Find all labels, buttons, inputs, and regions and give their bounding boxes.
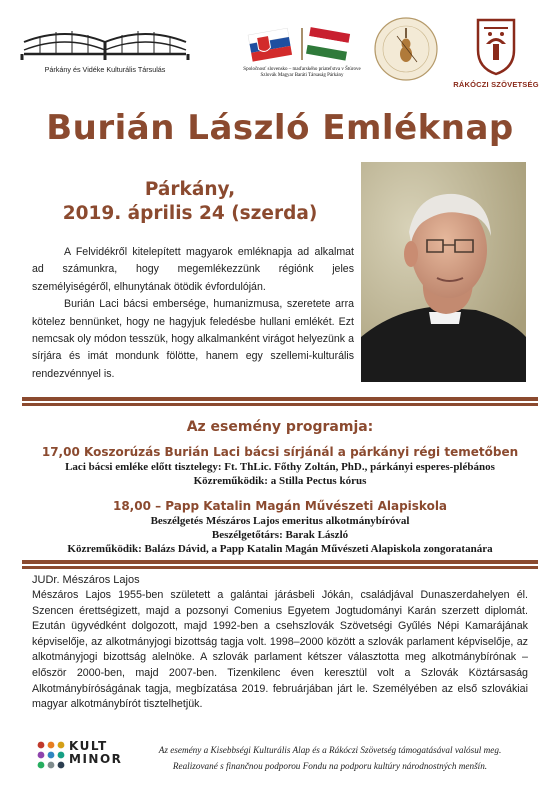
divider-band <box>22 560 538 569</box>
page-title: Burián László Emléknap <box>46 108 514 148</box>
support-sk: Realizované s finančnou podporou Fondu na podporu kultúry národnostných menšín. <box>172 761 488 771</box>
event-place-date <box>30 178 350 226</box>
crossed-flags-icon <box>238 22 366 62</box>
portrait-image <box>361 162 526 382</box>
event-2-line: Beszélgetés Mészáros Lajos emeritus alkotmánybíróval <box>150 515 410 527</box>
org2-line-2: Szlovák Magyar Baráti Társaság Párkány <box>260 73 344 78</box>
kultminor-logo <box>36 738 124 782</box>
bio-paragraph: Mészáros Lajos 1955-ben született a galántai járásbeli Jókán, családjával Dunaszerdahelyen él. Szencen érettségizett, majd a pozsonyi Comenius Egyetem Jogtudományi Karán szerzett diplomát. Ezután ügyvédként dolgozott, majd 1992-ben a csehszlovák Szövetségi Gyűlés Népi Kamarájának képviselője, az alkotmányjogi bizottság tagja volt. 1998–2000 között a szlovák parlament képviselője, az alkotmányjogi bizottság alelnöke. A szlovák parlament kétszer választotta meg alkotmánybírónak – először 2000-ben, majd 2007-ben. Tizenkilenc éven keresztül volt a Szlovák Köztársaság Alkotmánybíróságának tagja, megbízatása 2019. februárjában járt le. Személyében az első szlovákiai magyar alkotmánybírót tisztelhetjük. <box>32 589 528 711</box>
intro-text <box>32 244 354 383</box>
support-hu: Az esemény a Kisebbségi Kulturális Alap és a Rákóczi Szövetség támogatásával valósul meg. <box>158 745 502 755</box>
bridge-icon <box>20 20 190 64</box>
kult-word: KULT <box>69 739 108 753</box>
event-1-line: Közreműködik: a Stilla Pectus kórus <box>193 475 367 487</box>
intro-paragraph: A Felvidékről kitelepített magyarok emléknapja ad alkalmat ad számunkra, hogy megemlékezzünk régiónk jeles személyiségéről, elhunytának ötödik évfordulóján. <box>32 246 354 293</box>
music-school-seal <box>373 16 439 82</box>
event-1-line: Laci bácsi emléke előtt tisztelegy: Ft. ThLic. Főthy Zoltán, PhD., párkányi esperes-plébános <box>65 461 495 473</box>
rakoczi-logo <box>446 14 546 94</box>
org1-caption: Párkány és Vidéke Kulturális Társulás <box>44 65 166 74</box>
bio-text <box>32 588 528 713</box>
support-note <box>120 742 540 774</box>
minor-word: MINOR <box>69 752 123 766</box>
divider-band <box>22 397 538 406</box>
event-2-line: Közreműködik: Balázs Dávid, a Papp Katalin Magán Művészeti Alapiskola zongoratanára <box>67 543 493 555</box>
event-2-title: 18,00 – Papp Katalin Magán Művészeti Alapiskola <box>112 499 448 513</box>
event-2-line: Beszélgetőtárs: Barak László <box>211 529 349 541</box>
event-date: 2019. április 24 (szerda) <box>62 203 318 224</box>
dots-logo-icon <box>36 740 66 770</box>
program-title: Az esemény programja: <box>186 419 374 435</box>
coat-of-arms-icon <box>446 14 546 78</box>
event-1-title: 17,00 Koszorúzás Burián Laci bácsi sírjánál a párkányi régi temetőben <box>41 445 519 459</box>
org4-caption: RÁKÓCZI SZÖVETSÉG <box>453 80 539 89</box>
event-place: Párkány, <box>144 179 236 200</box>
violin-seal-icon <box>373 16 439 82</box>
org2-line-1: Spoločnosť slovensko – maďarského priateľstva v Štúrove <box>243 67 361 72</box>
bio-heading: JUDr. Mészáros Lajos <box>32 574 140 586</box>
friendship-society-logo <box>238 22 366 92</box>
bridge-logo <box>20 20 190 80</box>
intro-paragraph: Burián Laci bácsi embersége, humanizmusa, szeretete arra kötelez bennünket, hogy ne hagyjuk feledésbe hullani emlékét. Ezt nemcsak oly módon tesszük, hogy alkalmanként virágot helyezünk a sírjára és imát mondunk fölötte, hanem egy szellemi-kulturális rendezvénnyel is. <box>32 298 354 380</box>
portrait-photo <box>361 162 526 382</box>
